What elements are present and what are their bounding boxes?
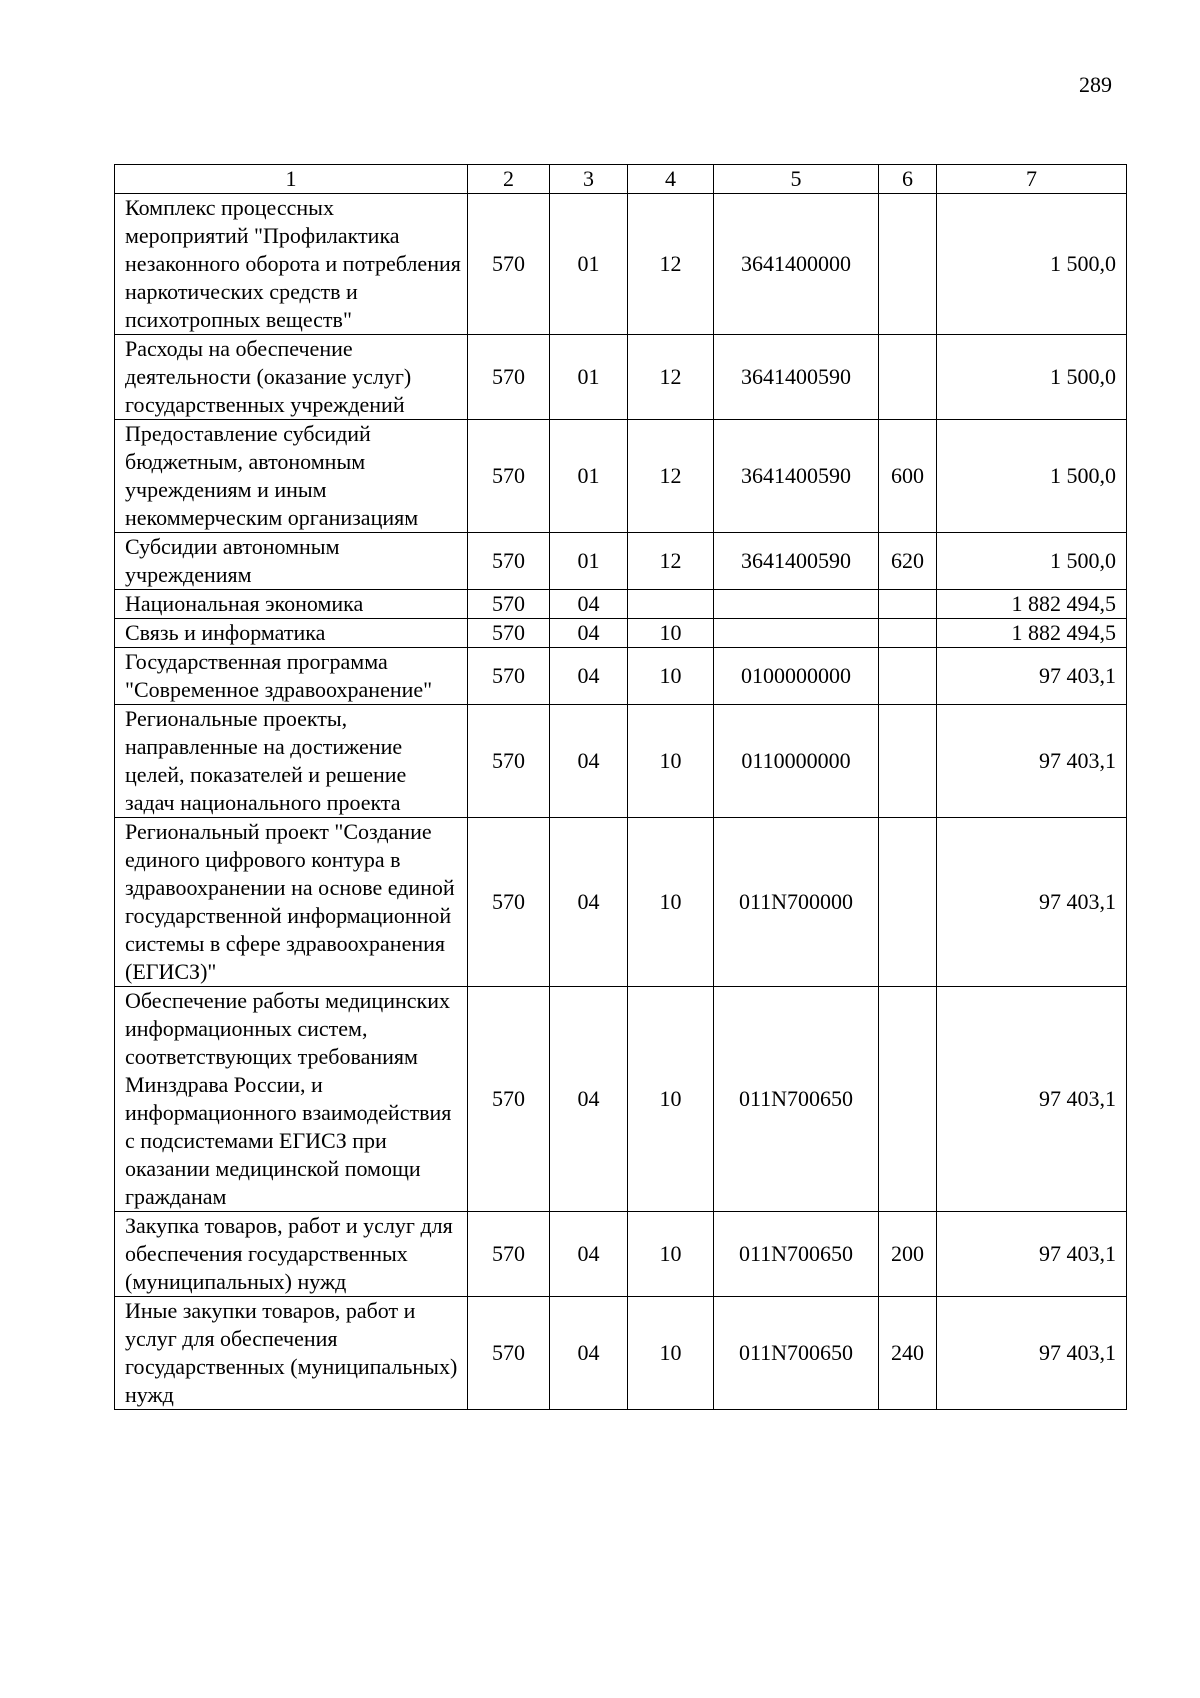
row-target: 011N700650 xyxy=(714,1297,879,1410)
table-row xyxy=(115,194,1127,335)
row-section: 01 xyxy=(550,194,628,335)
row-expense-type: 600 xyxy=(879,420,937,533)
row-expense-type: 620 xyxy=(879,533,937,590)
row-amount: 97 403,1 xyxy=(937,705,1127,818)
row-section: 01 xyxy=(550,533,628,590)
row-name: Связь и информатика xyxy=(115,619,468,648)
row-target: 011N700650 xyxy=(714,1212,879,1297)
row-subsection: 10 xyxy=(628,648,714,705)
row-ministry: 570 xyxy=(468,335,550,420)
row-name: Иные закупки товаров, работ и услуг для обеспечения государственных (муниципальных) нужд xyxy=(115,1297,468,1410)
table-row xyxy=(115,590,1127,619)
table-row xyxy=(115,420,1127,533)
row-target xyxy=(714,619,879,648)
table-row xyxy=(115,648,1127,705)
row-subsection: 10 xyxy=(628,987,714,1212)
row-section: 04 xyxy=(550,1297,628,1410)
row-target: 0100000000 xyxy=(714,648,879,705)
row-amount: 1 500,0 xyxy=(937,533,1127,590)
header-cell: 3 xyxy=(550,165,628,194)
row-name: Предоставление субсидий бюджетным, автономным учреждениям и иным некоммерческим организациям xyxy=(115,420,468,533)
row-subsection: 12 xyxy=(628,335,714,420)
row-ministry: 570 xyxy=(468,1212,550,1297)
row-name: Комплекс процессных мероприятий "Профилактика незаконного оборота и потребления наркотических средств и психотропных веществ" xyxy=(115,194,468,335)
row-target: 3641400590 xyxy=(714,335,879,420)
row-expense-type: 200 xyxy=(879,1212,937,1297)
table-row xyxy=(115,1212,1127,1297)
row-ministry: 570 xyxy=(468,648,550,705)
table-row xyxy=(115,533,1127,590)
header-cell: 1 xyxy=(115,165,468,194)
row-expense-type xyxy=(879,705,937,818)
row-section: 04 xyxy=(550,590,628,619)
page-number: 289 xyxy=(1079,72,1112,97)
row-amount: 97 403,1 xyxy=(937,648,1127,705)
row-target: 0110000000 xyxy=(714,705,879,818)
row-amount: 1 500,0 xyxy=(937,335,1127,420)
row-ministry: 570 xyxy=(468,590,550,619)
row-section: 04 xyxy=(550,818,628,987)
row-ministry: 570 xyxy=(468,194,550,335)
header-cell: 7 xyxy=(937,165,1127,194)
table-row xyxy=(115,818,1127,987)
row-expense-type: 240 xyxy=(879,1297,937,1410)
row-ministry: 570 xyxy=(468,420,550,533)
row-section: 04 xyxy=(550,705,628,818)
table-row xyxy=(115,1297,1127,1410)
row-target xyxy=(714,590,879,619)
header-cell: 6 xyxy=(879,165,937,194)
row-target: 3641400000 xyxy=(714,194,879,335)
row-ministry: 570 xyxy=(468,619,550,648)
row-amount: 97 403,1 xyxy=(937,987,1127,1212)
row-section: 04 xyxy=(550,1212,628,1297)
row-amount: 97 403,1 xyxy=(937,1212,1127,1297)
table-row xyxy=(115,705,1127,818)
row-subsection: 10 xyxy=(628,1212,714,1297)
row-target: 3641400590 xyxy=(714,420,879,533)
row-target: 011N700000 xyxy=(714,818,879,987)
row-target: 011N700650 xyxy=(714,987,879,1212)
row-expense-type xyxy=(879,818,937,987)
row-amount: 97 403,1 xyxy=(937,1297,1127,1410)
row-name: Региональные проекты, направленные на достижение целей, показателей и решение задач национального проекта xyxy=(115,705,468,818)
row-subsection: 10 xyxy=(628,619,714,648)
row-expense-type xyxy=(879,590,937,619)
row-ministry: 570 xyxy=(468,987,550,1212)
row-subsection: 12 xyxy=(628,194,714,335)
row-amount: 1 882 494,5 xyxy=(937,619,1127,648)
row-ministry: 570 xyxy=(468,818,550,987)
row-amount: 1 500,0 xyxy=(937,194,1127,335)
budget-table xyxy=(114,164,1127,1410)
row-ministry: 570 xyxy=(468,705,550,818)
row-subsection: 10 xyxy=(628,705,714,818)
row-subsection xyxy=(628,590,714,619)
header-cell: 4 xyxy=(628,165,714,194)
table-row xyxy=(115,335,1127,420)
row-expense-type xyxy=(879,194,937,335)
row-amount: 1 500,0 xyxy=(937,420,1127,533)
row-name: Расходы на обеспечение деятельности (оказание услуг) государственных учреждений xyxy=(115,335,468,420)
row-amount: 97 403,1 xyxy=(937,818,1127,987)
row-subsection: 10 xyxy=(628,1297,714,1410)
row-section: 01 xyxy=(550,420,628,533)
row-ministry: 570 xyxy=(468,533,550,590)
row-subsection: 12 xyxy=(628,533,714,590)
row-name: Региональный проект "Создание единого цифрового контура в здравоохранении на основе единой государственной информационной системы в сфере здравоохранения (ЕГИСЗ)" xyxy=(115,818,468,987)
row-section: 01 xyxy=(550,335,628,420)
row-name: Закупка товаров, работ и услуг для обеспечения государственных (муниципальных) нужд xyxy=(115,1212,468,1297)
row-section: 04 xyxy=(550,619,628,648)
table-row xyxy=(115,619,1127,648)
row-expense-type xyxy=(879,619,937,648)
row-section: 04 xyxy=(550,648,628,705)
row-name: Обеспечение работы медицинских информационных систем, соответствующих требованиям Минздрава России, и информационного взаимодействия с подсистемами ЕГИСЗ при оказании медицинской помощи гражданам xyxy=(115,987,468,1212)
table-row xyxy=(115,987,1127,1212)
header-cell: 5 xyxy=(714,165,879,194)
row-amount: 1 882 494,5 xyxy=(937,590,1127,619)
row-name: Государственная программа "Современное здравоохранение" xyxy=(115,648,468,705)
row-name: Субсидии автономным учреждениям xyxy=(115,533,468,590)
row-expense-type xyxy=(879,987,937,1212)
row-subsection: 10 xyxy=(628,818,714,987)
header-cell: 2 xyxy=(468,165,550,194)
row-subsection: 12 xyxy=(628,420,714,533)
row-target: 3641400590 xyxy=(714,533,879,590)
row-expense-type xyxy=(879,335,937,420)
row-expense-type xyxy=(879,648,937,705)
row-section: 04 xyxy=(550,987,628,1212)
header-row xyxy=(115,165,1127,194)
row-name: Национальная экономика xyxy=(115,590,468,619)
row-ministry: 570 xyxy=(468,1297,550,1410)
